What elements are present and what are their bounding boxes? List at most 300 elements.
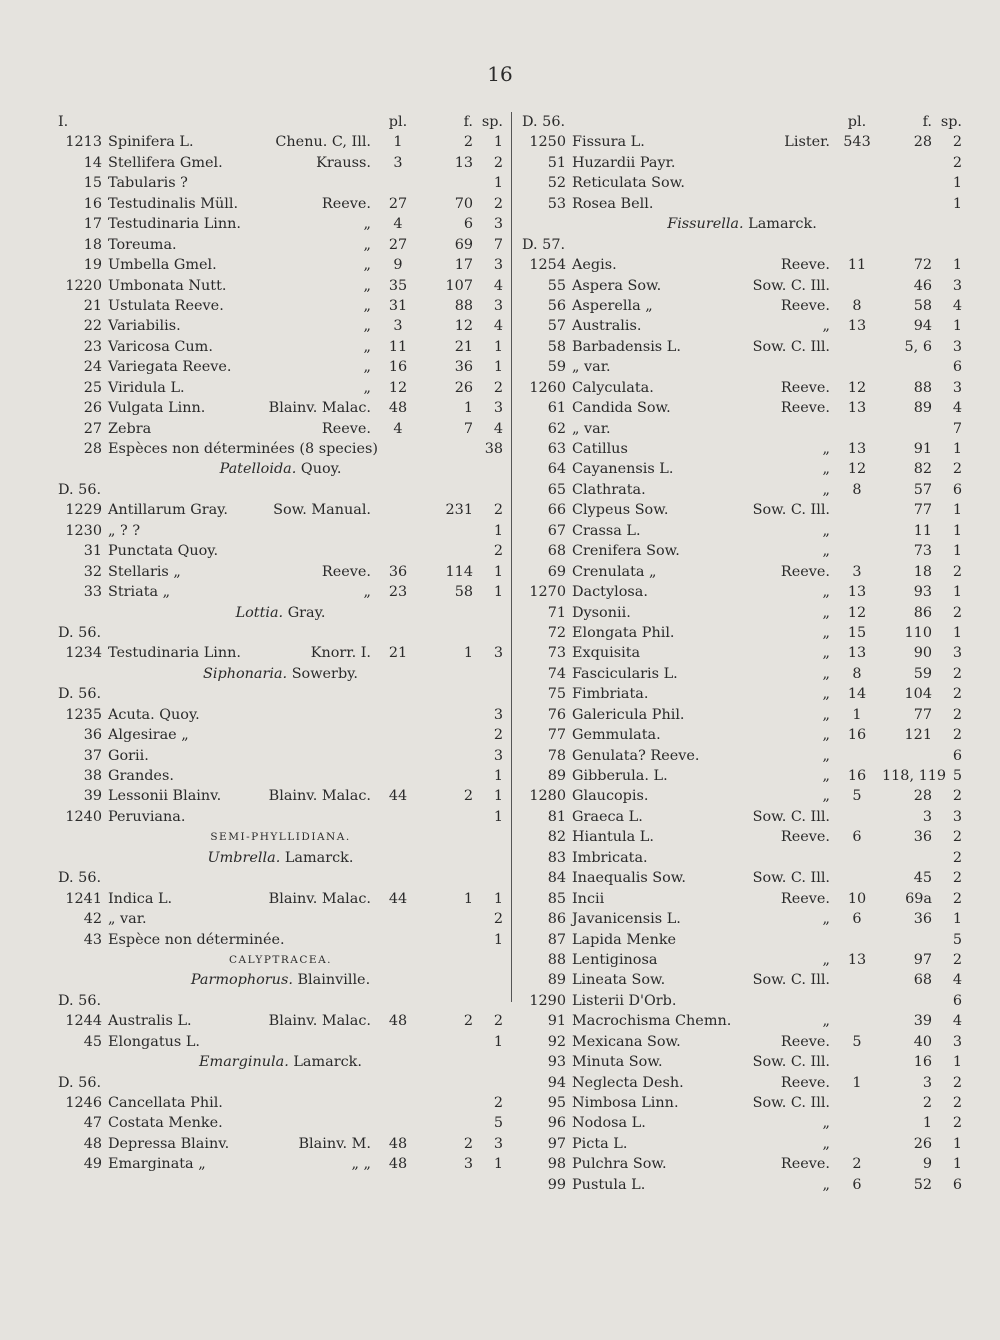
specimen-count: 2 xyxy=(952,1115,962,1132)
specimen-count: 7 xyxy=(493,236,503,253)
species-name: Inaequalis Sow. xyxy=(572,870,686,887)
entry-number: 1270 xyxy=(529,584,566,601)
reference-author: „ xyxy=(822,1013,830,1030)
entry-number: 95 xyxy=(547,1095,566,1111)
entry-number: 86 xyxy=(547,911,566,928)
section-label-text: D. 56. xyxy=(58,1074,102,1091)
plate-number: 10 xyxy=(847,890,867,907)
section-label xyxy=(58,623,503,643)
section-label xyxy=(58,1073,503,1093)
plate-number: 27 xyxy=(388,195,408,212)
section-label: D. 56. xyxy=(522,114,566,130)
figure-number: 21 xyxy=(454,338,473,355)
species-name: Crassa L. xyxy=(572,522,641,539)
plate-number: 13 xyxy=(847,400,867,417)
specimen-count: 2 xyxy=(952,604,962,621)
entry-number: 73 xyxy=(547,645,566,662)
species-name: Ustulata Reeve. xyxy=(108,297,224,314)
species-entry xyxy=(58,500,503,520)
specimen-count: 3 xyxy=(952,379,962,396)
specimen-count: 3 xyxy=(493,257,503,274)
species-entry xyxy=(522,827,962,847)
species-entry xyxy=(58,786,503,806)
species-entry xyxy=(58,439,503,459)
specimen-count: 1 xyxy=(493,768,503,784)
reference-author: Sow. C. Ill. xyxy=(752,808,830,825)
specimen-count: 1 xyxy=(493,1033,503,1050)
figure-number: 2 xyxy=(463,1013,473,1030)
genus-heading xyxy=(522,214,962,234)
species-entry xyxy=(58,705,503,725)
species-name: „ var. xyxy=(572,359,611,376)
species-name: Elongatus L. xyxy=(108,1033,200,1050)
reference-author: „ xyxy=(822,747,830,764)
entry-number: 18 xyxy=(83,236,102,253)
species-name: Peruviana. xyxy=(108,808,186,825)
entry-number: 21 xyxy=(83,297,102,314)
figure-number: 77 xyxy=(913,502,932,519)
figure-number: 2 xyxy=(463,1135,473,1152)
entry-number: 1280 xyxy=(529,788,566,805)
species-entry xyxy=(522,868,962,888)
plate-number: 1 xyxy=(393,134,403,151)
specimen-count: 2 xyxy=(493,911,503,928)
entry-number: 87 xyxy=(547,931,566,948)
species-entry xyxy=(58,562,503,582)
specimen-count: 2 xyxy=(952,1095,962,1111)
species-name: Javanicensis L. xyxy=(572,911,681,928)
species-name: Huzardii Payr. xyxy=(572,154,676,171)
plate-number: 48 xyxy=(388,400,408,417)
species-name: Algesirae „ xyxy=(108,727,189,744)
genus-name: Emarginula. xyxy=(199,1054,289,1071)
specimen-count: 1 xyxy=(952,911,962,928)
reference-author: „ xyxy=(822,768,830,784)
species-name: Fissura L. xyxy=(572,134,645,151)
species-entry xyxy=(58,541,503,561)
reference-author: Sow. C. Ill. xyxy=(752,1054,830,1071)
entry-number: 89 xyxy=(547,972,566,989)
reference-author: „ xyxy=(822,604,830,621)
reference-author: Reeve. xyxy=(780,400,830,417)
species-entry xyxy=(522,766,962,786)
reference-author: „ xyxy=(822,788,830,805)
species-name: Cancellata Phil. xyxy=(108,1095,223,1111)
reference-author: Reeve. xyxy=(780,297,830,314)
plate-number: 14 xyxy=(847,686,867,703)
right-column xyxy=(522,112,962,1195)
species-name: Elongata Phil. xyxy=(572,624,675,641)
reference-author: „ xyxy=(363,338,371,355)
entry-number: 33 xyxy=(83,584,102,601)
figure-number: 89 xyxy=(913,400,932,417)
entry-number: 1235 xyxy=(65,706,102,723)
figure-number: 57 xyxy=(913,481,932,498)
entry-number: 67 xyxy=(547,522,566,539)
species-name: Cayanensis L. xyxy=(572,461,674,478)
section-label xyxy=(522,235,962,255)
reference-author: Reeve. xyxy=(780,563,830,580)
species-name: Lapida Menke xyxy=(572,931,677,948)
specimen-count: 1 xyxy=(952,175,962,192)
reference-author: „ xyxy=(363,257,371,274)
species-name: Punctata Quoy. xyxy=(108,543,219,560)
species-entry xyxy=(58,378,503,398)
reference-author: Sow. C. Ill. xyxy=(752,277,830,294)
section-label xyxy=(58,684,503,704)
species-name: Grandes. xyxy=(108,768,174,784)
species-entry xyxy=(522,132,962,152)
species-name: Dysonii. xyxy=(572,604,631,621)
plate-number: 15 xyxy=(847,624,867,641)
entry-number: 75 xyxy=(547,686,566,703)
figure-number: 40 xyxy=(913,1033,932,1050)
plate-number: 48 xyxy=(388,1013,408,1030)
group-heading xyxy=(58,950,503,970)
entry-number: 1241 xyxy=(65,890,102,907)
species-name: Testudinalis Müll. xyxy=(108,195,239,212)
species-entry xyxy=(522,480,962,500)
plate-number: 36 xyxy=(388,563,408,580)
entry-number: 74 xyxy=(547,665,566,682)
plate-number: 44 xyxy=(388,788,408,805)
specimen-count: 6 xyxy=(952,359,962,376)
specimen-count: 4 xyxy=(952,297,962,314)
entry-number: 58 xyxy=(547,338,566,355)
specimen-count: 1 xyxy=(952,502,962,519)
specimen-count: 4 xyxy=(493,318,503,335)
species-entry xyxy=(522,582,962,602)
plate-number: 35 xyxy=(388,277,408,294)
species-name: Pustula L. xyxy=(572,1176,646,1193)
entry-number: 89 xyxy=(547,768,566,784)
section-label-text: D. 56. xyxy=(58,992,102,1009)
specimen-count: 1 xyxy=(493,808,503,825)
species-name: „ var. xyxy=(572,420,611,437)
reference-author: „ xyxy=(822,911,830,928)
entry-number: 36 xyxy=(83,727,102,744)
specimen-count: 2 xyxy=(952,727,962,744)
figure-number: 59 xyxy=(913,665,932,682)
species-name: Clypeus Sow. xyxy=(572,502,669,519)
specimen-count: 1 xyxy=(952,195,962,212)
species-entry xyxy=(58,1032,503,1052)
specimen-count: 2 xyxy=(493,727,503,744)
species-name: Aspera Sow. xyxy=(572,277,662,294)
species-entry xyxy=(58,357,503,377)
sp-header: sp. xyxy=(940,114,962,130)
specimen-count: 1 xyxy=(952,543,962,560)
entry-number: 98 xyxy=(547,1156,566,1173)
section-label xyxy=(58,991,503,1011)
plate-number: 1 xyxy=(852,1074,862,1091)
species-entry xyxy=(522,1093,962,1113)
entry-number: 72 xyxy=(547,624,566,641)
figure-number: 107 xyxy=(445,277,473,294)
plate-number: 3 xyxy=(393,154,403,171)
reference-author: „ xyxy=(363,318,371,335)
figure-number: 2 xyxy=(922,1095,932,1111)
entry-number: 65 xyxy=(547,481,566,498)
species-name: Nimbosa Linn. xyxy=(572,1095,679,1111)
species-entry xyxy=(522,643,962,663)
species-name: Barbadensis L. xyxy=(572,338,681,355)
species-name: Lentiginosa xyxy=(572,951,658,968)
pl-header: pl. xyxy=(847,114,867,130)
species-name: Variabilis. xyxy=(108,318,181,335)
species-entry xyxy=(58,1134,503,1154)
figure-number: 114 xyxy=(445,563,473,580)
species-entry xyxy=(58,235,503,255)
figure-number: 36 xyxy=(913,829,932,846)
plate-number: 44 xyxy=(388,890,408,907)
entry-number: 19 xyxy=(83,257,102,274)
species-name: Calyculata. xyxy=(572,379,654,396)
section-label-text: D. 57. xyxy=(522,236,566,253)
species-name: Hiantula L. xyxy=(572,829,654,846)
plate-number: 3 xyxy=(393,318,403,335)
plate-number: 2 xyxy=(852,1156,862,1173)
entry-number: 51 xyxy=(547,154,566,171)
entry-number: 1234 xyxy=(65,645,102,662)
specimen-count: 3 xyxy=(952,338,962,355)
entry-number: 83 xyxy=(547,849,566,866)
figure-number: 121 xyxy=(904,727,932,744)
specimen-count: 2 xyxy=(952,665,962,682)
species-name: Mexicana Sow. xyxy=(572,1033,681,1050)
figure-number: 45 xyxy=(913,870,932,887)
species-entry xyxy=(522,1073,962,1093)
species-entry xyxy=(58,398,503,418)
plate-number: 8 xyxy=(852,665,862,682)
plate-number: 16 xyxy=(847,768,867,784)
reference-author: Sow. Manual. xyxy=(273,502,371,519)
species-name: Aegis. xyxy=(572,257,617,274)
entry-number: 56 xyxy=(547,297,566,314)
specimen-count: 1 xyxy=(493,522,503,539)
specimen-count: 1 xyxy=(952,1054,962,1071)
specimen-count: 3 xyxy=(493,216,503,233)
species-name: Neglecta Desh. xyxy=(572,1074,684,1091)
species-name: Umbella Gmel. xyxy=(108,257,217,274)
specimen-count: 3 xyxy=(952,277,962,294)
section-label-text: D. 56. xyxy=(58,870,102,887)
specimen-count: 2 xyxy=(493,543,503,560)
specimen-count: 2 xyxy=(952,706,962,723)
reference-author: Reeve. xyxy=(780,829,830,846)
reference-author: „ xyxy=(822,686,830,703)
figure-number: 88 xyxy=(913,379,932,396)
specimen-count: 2 xyxy=(952,788,962,805)
species-entry xyxy=(58,521,503,541)
species-entry xyxy=(522,276,962,296)
plate-number: 23 xyxy=(388,584,408,601)
entry-number: 71 xyxy=(547,604,566,621)
species-entry xyxy=(58,807,503,827)
specimen-count: 1 xyxy=(493,338,503,355)
species-name: Vulgata Linn. xyxy=(108,400,206,417)
species-entry xyxy=(522,378,962,398)
plate-number: 12 xyxy=(847,604,867,621)
entry-number: 22 xyxy=(83,318,102,335)
plate-number: 16 xyxy=(847,727,867,744)
species-name: Asperella „ xyxy=(572,297,653,314)
entry-number: 99 xyxy=(547,1176,566,1193)
plate-number: 6 xyxy=(852,1176,862,1193)
figure-number: 7 xyxy=(463,420,473,437)
specimen-count: 4 xyxy=(493,420,503,437)
figure-number: 118, 119 xyxy=(882,768,947,784)
species-name: Varicosa Cum. xyxy=(108,338,213,355)
genus-heading xyxy=(58,1052,503,1072)
specimen-count: 5 xyxy=(493,1115,503,1132)
species-entry xyxy=(58,296,503,316)
sp-header: sp. xyxy=(481,114,503,130)
specimen-count: 1 xyxy=(952,1135,962,1152)
genus-author: Lamarck. xyxy=(293,1054,362,1071)
genus-heading-text xyxy=(58,1052,503,1072)
reference-author: Blainv. Malac. xyxy=(268,890,371,907)
specimen-count: 4 xyxy=(493,277,503,294)
species-name: Striata „ xyxy=(108,584,171,601)
species-name: Minuta Sow. xyxy=(572,1054,663,1071)
species-name: „ ? ? xyxy=(108,522,141,539)
species-name: Picta L. xyxy=(572,1135,628,1152)
species-name: Crenifera Sow. xyxy=(572,543,680,560)
entry-number: 32 xyxy=(83,563,102,580)
species-entry xyxy=(58,582,503,602)
entry-number: 1250 xyxy=(529,134,566,151)
species-name: Zebra xyxy=(108,420,152,437)
species-name: Toreuma. xyxy=(108,236,177,253)
reference-author: Reeve. xyxy=(780,257,830,274)
species-entry xyxy=(522,1113,962,1133)
reference-author: „ xyxy=(822,1176,830,1193)
plate-number: 13 xyxy=(847,318,867,335)
species-name: Depressa Blainv. xyxy=(108,1135,230,1152)
plate-number: 12 xyxy=(847,379,867,396)
species-name: Australis. xyxy=(572,318,642,335)
species-entry xyxy=(58,255,503,275)
specimen-count: 1 xyxy=(493,175,503,192)
plate-number: 12 xyxy=(847,461,867,478)
figure-number: 58 xyxy=(913,297,932,314)
genus-heading-text xyxy=(58,848,503,868)
species-entry xyxy=(522,664,962,684)
column-header xyxy=(522,112,962,132)
genus-author: Sowerby. xyxy=(291,665,358,682)
species-entry xyxy=(58,930,503,950)
specimen-count: 2 xyxy=(952,890,962,907)
plate-number: 48 xyxy=(388,1156,408,1173)
entry-number: 62 xyxy=(547,420,566,437)
genus-heading-text xyxy=(58,970,503,990)
species-name: Viridula L. xyxy=(108,379,185,396)
specimen-count: 2 xyxy=(952,134,962,151)
plate-number: 5 xyxy=(852,1033,862,1050)
species-entry xyxy=(58,725,503,745)
figure-number: 39 xyxy=(913,1013,932,1030)
reference-author: „ xyxy=(822,624,830,641)
specimen-count: 4 xyxy=(952,972,962,989)
entry-number: 97 xyxy=(547,1135,566,1152)
plate-number: 11 xyxy=(388,338,408,355)
entry-number: 47 xyxy=(83,1115,102,1132)
entry-number: 91 xyxy=(547,1013,566,1030)
figure-number: 69 xyxy=(454,236,473,253)
species-entry xyxy=(522,173,962,193)
specimen-count: 3 xyxy=(493,1135,503,1152)
genus-name: Parmophorus. xyxy=(190,972,293,989)
reference-author: „ xyxy=(822,727,830,744)
species-name: Umbonata Nutt. xyxy=(108,277,227,294)
specimen-count: 1 xyxy=(493,134,503,151)
species-name: Costata Menke. xyxy=(108,1115,223,1132)
species-name: Clathrata. xyxy=(572,481,646,498)
genus-author: Lamarck. xyxy=(748,216,817,233)
group-heading-text: CALYPTRACEA. xyxy=(228,953,333,966)
species-entry xyxy=(522,848,962,868)
species-name: Lineata Sow. xyxy=(572,972,666,989)
figure-number: 6 xyxy=(463,216,473,233)
reference-author: „ xyxy=(822,441,830,457)
specimen-count: 6 xyxy=(952,1176,962,1193)
species-entry xyxy=(522,1175,962,1195)
specimen-count: 2 xyxy=(952,849,962,866)
reference-author: Lister. xyxy=(784,134,830,151)
species-entry xyxy=(522,521,962,541)
species-entry xyxy=(522,930,962,950)
species-name: Acuta. Quoy. xyxy=(108,706,200,723)
species-name: Tabularis ? xyxy=(108,175,188,192)
species-entry xyxy=(58,766,503,786)
figure-number: 52 xyxy=(913,1176,932,1193)
species-name: Gemmulata. xyxy=(572,727,661,744)
specimen-count: 2 xyxy=(952,1074,962,1091)
species-name: Galericula Phil. xyxy=(572,706,685,723)
species-entry xyxy=(522,194,962,214)
f-header: f. xyxy=(463,114,473,130)
species-entry xyxy=(522,603,962,623)
genus-name: Lottia. xyxy=(235,604,284,621)
species-name: Pulchra Sow. xyxy=(572,1156,667,1173)
species-entry xyxy=(522,889,962,909)
reference-author: Sow. C. Ill. xyxy=(752,502,830,519)
figure-number: 58 xyxy=(454,584,473,601)
species-entry xyxy=(58,909,503,929)
entry-number: 64 xyxy=(547,461,566,478)
figure-number: 26 xyxy=(913,1135,932,1152)
entry-number: 92 xyxy=(547,1033,566,1050)
species-name: Espèces non déterminées (8 species) xyxy=(108,441,378,457)
species-entry xyxy=(58,214,503,234)
specimen-count: 3 xyxy=(952,645,962,662)
figure-number: 2 xyxy=(463,788,473,805)
figure-number: 68 xyxy=(913,972,932,989)
species-entry xyxy=(58,276,503,296)
section-label-text: D. 56. xyxy=(58,686,102,703)
specimen-count: 3 xyxy=(952,1033,962,1050)
reference-author: „ xyxy=(822,1115,830,1132)
entry-number: 63 xyxy=(547,441,566,457)
figure-number: 70 xyxy=(454,195,473,212)
left-column xyxy=(58,112,503,1175)
figure-number: 82 xyxy=(913,461,932,478)
reference-author: „ xyxy=(822,584,830,601)
specimen-count: 3 xyxy=(493,400,503,417)
reference-author: Reeve. xyxy=(321,195,371,212)
specimen-count: 7 xyxy=(952,420,962,437)
